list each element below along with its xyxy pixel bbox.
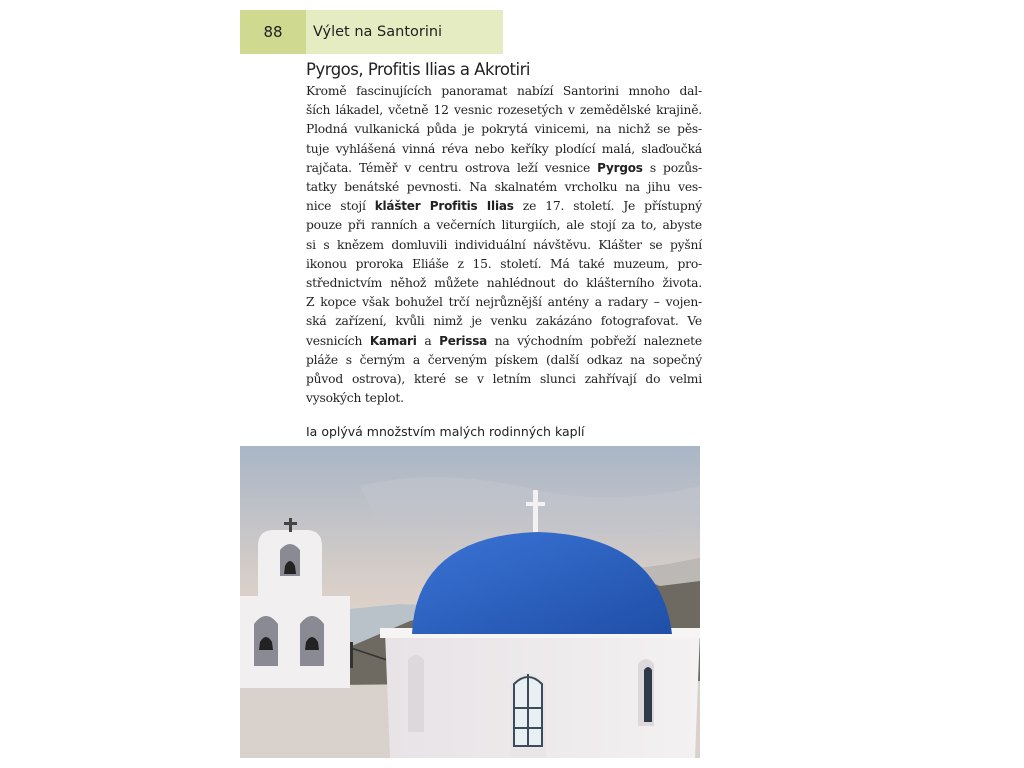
text-line: původ ostrova), které se v letním slunci zahřívají do velmi [306,372,702,387]
text-line: nice stojí klášter Profitis Ilias ze 17. století. Je přístupný [306,199,702,214]
text-line: si s knězem domluvili individuální návštěvu. Klášter se pyšní [306,237,702,252]
cross-icon [533,490,538,532]
text-line: Plodná vulkanická půda je pokrytá vinicemi, na nichž se pěs- [306,122,702,137]
text-line: ších lákadel, včetně 12 vesnic rozesetých v zemědělské krajině. [306,103,702,118]
text-line: Kromě fascinujících panoramat nabízí Santorini mnoho dal- [306,84,702,98]
chapel-illustration [240,446,700,758]
text-line: pláže s černým a červeným pískem (další odkaz na sopečný [306,352,702,367]
text-line: tatky benátské pevnosti. Na skalnatém vrcholku na jihu ves- [306,180,702,195]
text-line: tuje vyhlášená vinná réva nebo keříky plodící malá, slaďoučká [306,141,702,156]
section-heading: Pyrgos, Profitis Ilias a Akrotiri [306,60,530,79]
text-line: Z kopce však bohužel trčí nejrůznější antény a radary – vojen- [306,295,702,310]
page-number: 88 [240,10,306,54]
page-header [240,10,503,54]
body-text [306,82,702,408]
running-title: Výlet na Santorini [313,24,443,40]
railing-post [350,642,353,668]
bold-term-profitis-ilias: klášter Profitis Ilias [374,199,514,214]
text-line: rajčata. Téměř v centru ostrova leží vesnice Pyrgos s pozůs- [306,160,702,175]
bold-term-pyrgos: Pyrgos [597,160,643,175]
chapel-photo [240,446,700,758]
bold-term-kamari: Kamari [369,333,417,348]
photo-caption: Ia oplývá množstvím malých rodinných kaplí [306,424,585,439]
text-line: vysokých teplot. [306,391,404,406]
text-line: ská zařízení, kvůli nimž je venku zakázáno fotografovat. Ve [306,314,702,329]
text-line: pouze při ranních a večerních liturgiích, ale stojí za to, abyste [306,218,702,233]
text-line: ikonou proroka Eliáše z 15. století. Má také muzeum, pro- [306,256,702,271]
text-line: střednictvím něhož můžete nahlédnout do klášterního života. [306,276,702,291]
bold-term-perissa: Perissa [439,333,488,348]
text-line: vesnicích Kamari a Perissa na východním pobřeží naleznete [306,333,702,348]
